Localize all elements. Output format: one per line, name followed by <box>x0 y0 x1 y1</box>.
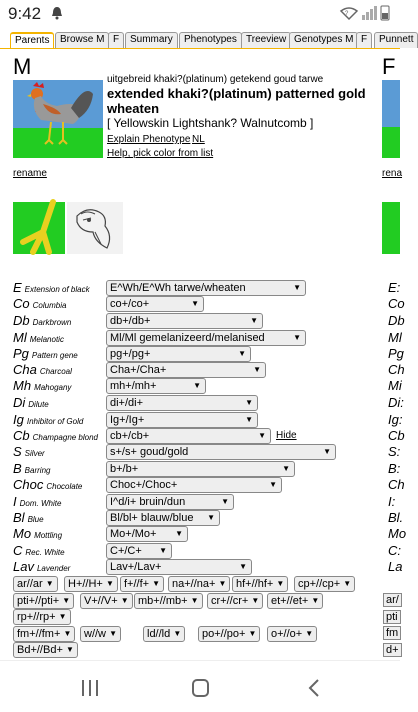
hen-image <box>382 80 400 158</box>
allele-select[interactable]: H+//H+ ▼ <box>64 576 118 592</box>
female-parent-column <box>380 50 407 660</box>
allele-select[interactable]: po+//po+ ▼ <box>198 626 260 642</box>
locus-select[interactable]: Choc+/Choc+ ▼ <box>106 477 282 493</box>
locus-select[interactable]: b+/b+ ▼ <box>106 461 295 477</box>
clock: 9:42 <box>8 4 42 23</box>
tab-browse-f[interactable]: F <box>108 32 124 48</box>
locus-symbol: E <box>13 280 22 295</box>
tab-phenotypes[interactable]: Phenotypes <box>179 32 242 48</box>
locus-symbol-f: B: <box>388 461 401 476</box>
locus-row: Choc Chocolate <box>13 477 83 492</box>
locus-select[interactable]: co+/co+ ▼ <box>106 296 204 312</box>
male-letter: M <box>13 54 32 79</box>
allele-select[interactable]: o+//o+ ▼ <box>267 626 317 642</box>
locus-symbol-f: S: <box>388 444 401 459</box>
rooster-image <box>13 80 103 158</box>
recent-apps-icon[interactable] <box>80 679 100 697</box>
comb-sketch-image <box>67 202 123 254</box>
rename-link[interactable]: rename <box>13 168 47 179</box>
locus-symbol-f: C: <box>388 543 401 558</box>
tab-genotypes-m[interactable]: Genotypes M <box>289 32 358 48</box>
locus-select[interactable]: E^Wh/E^Wh tarwe/wheaten ▼ <box>106 280 306 296</box>
tab-summary[interactable]: Summary <box>125 32 178 48</box>
allele-select[interactable]: cp+//cp+ ▼ <box>294 576 355 592</box>
locus-row: I Dom. White <box>13 494 62 509</box>
tab-punnett[interactable]: Punnett <box>374 32 418 48</box>
shank-color-image <box>13 202 65 254</box>
locus-row: Lav Lavender <box>13 559 71 574</box>
locus-select[interactable]: Mo+/Mo+ ▼ <box>106 526 188 542</box>
locus-select[interactable]: pg+/pg+ ▼ <box>106 346 251 362</box>
locus-row: Mh Mahogany <box>13 378 72 393</box>
traits-line: [ Yellowskin Lightshank? Walnutcomb ] <box>107 116 314 130</box>
rename-link-f[interactable]: rena <box>382 168 403 179</box>
locus-select[interactable]: Ml/Ml gemelanizeerd/melanised ▼ <box>106 330 306 346</box>
allele-select[interactable]: Bd+//Bd+ ▼ <box>13 642 78 658</box>
allele-select[interactable]: w//w ▼ <box>80 626 121 642</box>
locus-select[interactable]: db+/db+ ▼ <box>106 313 263 329</box>
explain-phenotype-link[interactable]: Explain Phenotype <box>107 134 191 145</box>
locus-symbol-f: Mi <box>388 378 402 393</box>
nl-link[interactable]: NL <box>192 134 205 145</box>
locus-row: Co Columbia <box>13 296 67 311</box>
locus-row: Cha Charcoal <box>13 362 72 377</box>
locus-symbol-f: I: <box>388 494 396 509</box>
allele-select[interactable]: V+//V+ ▼ <box>80 593 133 609</box>
help-pick-color-link[interactable]: Help, pick color from list <box>107 148 214 159</box>
tab-bar <box>0 30 414 50</box>
signal-battery-icons <box>340 5 392 21</box>
tab-treeview[interactable]: Treeview <box>241 32 291 48</box>
allele-select[interactable]: fm+//fm+ ▼ <box>13 626 75 642</box>
tab-parents[interactable]: Parents <box>10 32 54 48</box>
allele-select[interactable]: ar//ar ▼ <box>13 576 58 592</box>
allele-select[interactable]: cr+//cr+ ▼ <box>207 593 263 609</box>
locus-select[interactable]: Lav+/Lav+ ▼ <box>106 559 252 575</box>
phenotype-title-line1: extended khaki?(platinum) patterned gold <box>107 86 366 101</box>
locus-symbol-f: Ml <box>388 330 402 345</box>
locus-select[interactable]: s+/s+ goud/gold ▼ <box>106 444 336 460</box>
dutch-description: uitgebreid khaki?(platinum) getekend goud tarwe <box>107 74 324 85</box>
allele-select[interactable]: ld//ld ▼ <box>143 626 185 642</box>
allele-select[interactable]: et+//et+ ▼ <box>267 593 323 609</box>
allele-select[interactable]: pti+//pti+ ▼ <box>13 593 74 609</box>
locus-symbol-f: Ch <box>388 477 405 492</box>
home-icon[interactable] <box>191 679 211 697</box>
locus-select[interactable]: di+/di+ ▼ <box>106 395 258 411</box>
locus-row: Ml Melanotic <box>13 330 64 345</box>
locus-symbol-f: Mo <box>388 526 407 541</box>
tab-browse-m[interactable]: Browse M <box>55 32 109 48</box>
tab-genotypes-f[interactable]: F <box>356 32 372 48</box>
phenotype-title-line2: wheaten <box>107 101 160 116</box>
locus-select[interactable]: Bl/bl+ blauw/blue ▼ <box>106 510 220 526</box>
locus-symbol-f: Co <box>388 296 405 311</box>
locus-symbol-f: Ch <box>388 362 405 377</box>
locus-select[interactable]: Cha+/Cha+ ▼ <box>106 362 266 378</box>
allele-select-f[interactable]: fm <box>383 626 401 640</box>
locus-row: B Barring <box>13 461 51 476</box>
notification-bell-icon <box>51 6 63 20</box>
locus-symbol-f: Bl. <box>388 510 404 525</box>
locus-symbol-f: Cb <box>388 428 405 443</box>
locus-select[interactable]: Ig+/Ig+ ▼ <box>106 412 258 428</box>
status-bar <box>0 0 400 28</box>
locus-row: Bl Blue <box>13 510 44 525</box>
locus-row: C Rec. White <box>13 543 65 558</box>
allele-select[interactable]: hf+//hf+ ▼ <box>232 576 288 592</box>
android-navigation-bar <box>0 660 400 712</box>
locus-symbol-f: La <box>388 559 403 574</box>
locus-row: Di Dilute <box>13 395 49 410</box>
locus-row: Db Darkbrown <box>13 313 72 328</box>
locus-symbol-f: Db <box>388 313 405 328</box>
locus-row: Pg Pattern gene <box>13 346 78 361</box>
hide-link[interactable]: Hide <box>276 430 297 441</box>
locus-row: Ig Inhibitor of Gold <box>13 412 84 427</box>
allele-select[interactable]: mb+//mb+ ▼ <box>134 593 203 609</box>
svg-text:?: ? <box>345 11 349 17</box>
allele-select[interactable]: f+//f+ ▼ <box>120 576 164 592</box>
locus-symbol-f: E: <box>388 280 401 295</box>
locus-row: Mo Mottling <box>13 526 63 541</box>
locus-select[interactable]: C+/C+ ▼ <box>106 543 172 559</box>
allele-select-f[interactable]: ar/ <box>383 593 402 607</box>
allele-select-f[interactable]: pti <box>383 610 401 624</box>
locus-select[interactable]: I^d/i+ bruin/dun ▼ <box>106 494 234 510</box>
locus-symbol-f: Di: <box>388 395 404 410</box>
locus-symbol-f: Pg <box>388 346 404 361</box>
locus-select[interactable]: cb+/cb+ ▼ <box>106 428 271 444</box>
locus-row: Cb Champagne blond <box>13 428 99 443</box>
locus-row: S Silver <box>13 444 45 459</box>
female-letter: F <box>382 54 396 79</box>
locus-symbol-f: Ig: <box>388 412 403 427</box>
shank-color-image-f <box>382 202 400 254</box>
back-icon[interactable] <box>306 679 322 697</box>
locus-name: Extension of black <box>24 285 90 294</box>
allele-select[interactable]: rp+//rp+ ▼ <box>13 609 71 625</box>
allele-select-f[interactable]: d+ <box>383 643 402 657</box>
locus-select[interactable]: mh+/mh+ ▼ <box>106 378 206 394</box>
tab-underline <box>0 48 400 49</box>
allele-select[interactable]: na+//na+ ▼ <box>168 576 230 592</box>
